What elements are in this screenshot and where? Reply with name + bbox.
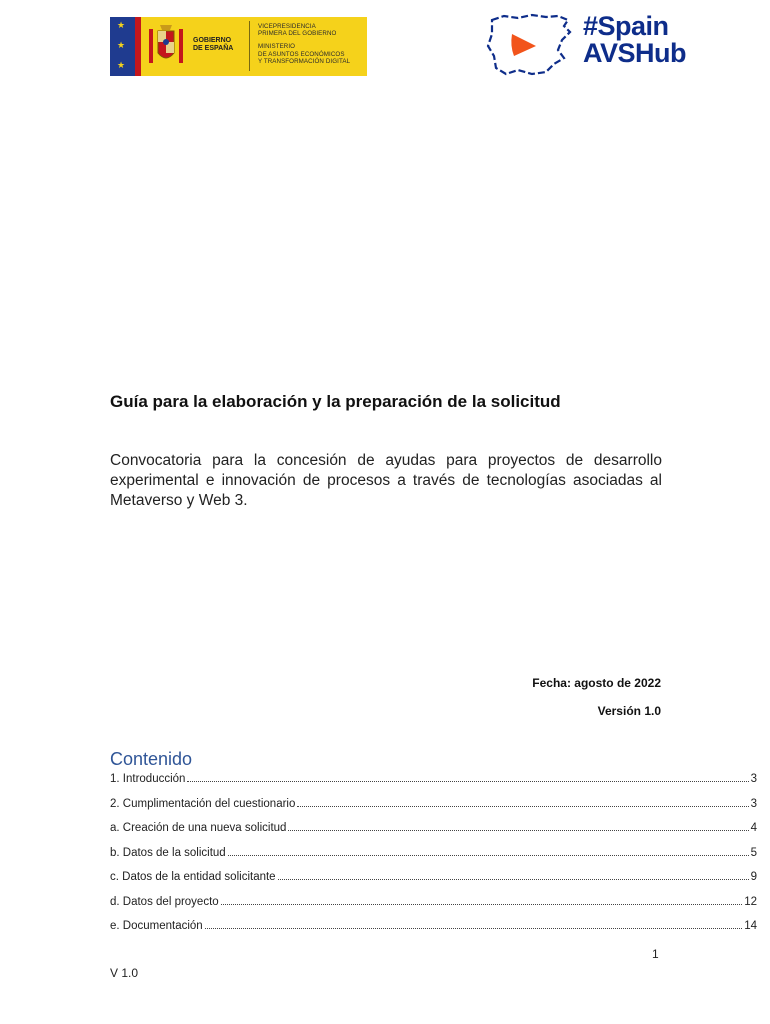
spain-map-play-icon: [484, 12, 579, 80]
toc-entry-page: 12: [744, 895, 757, 908]
toc-entry-label: 2. Cumplimentación del cuestionario: [110, 797, 296, 810]
toc-entry-label: d. Datos del proyecto: [110, 895, 219, 908]
footer-version: V 1.0: [110, 966, 139, 980]
document-date: Fecha: agosto de 2022: [532, 676, 661, 690]
toc-entry-label: b. Datos de la solicitud: [110, 846, 226, 859]
table-of-contents: [110, 773, 757, 945]
gobierno-de-espana-text: GOBIERNO DE ESPAÑA: [193, 37, 234, 52]
toc-entry-datos-proyecto[interactable]: [110, 896, 757, 921]
toc-leader-dots: [205, 928, 743, 929]
toc-leader-dots: [187, 781, 748, 782]
spain-avshub-logo: [484, 12, 709, 80]
toc-leader-dots: [297, 806, 748, 807]
government-logo: [110, 17, 367, 76]
document-subtitle: Convocatoria para la concesión de ayudas para proyectos de desarrollo experimental e innovación de procesos a través de tecnologías asociadas al Metaverso y Web 3.: [110, 452, 662, 509]
toc-entry-page: 4: [750, 822, 757, 834]
avshub-wordmark: #Spain AVSHub: [583, 11, 686, 68]
toc-entry-page: 5: [750, 846, 757, 859]
toc-entry-label: 1. Introducción: [110, 773, 186, 785]
toc-entry-page: 3: [750, 797, 757, 810]
toc-entry-datos-solicitud[interactable]: [110, 847, 757, 872]
toc-entry-documentacion[interactable]: [110, 920, 757, 945]
toc-leader-dots: [278, 879, 749, 880]
document-title: Guía para la elaboración y la preparación de la solicitud: [110, 392, 561, 411]
toc-entry-page: 14: [744, 920, 757, 932]
toc-leader-dots: [288, 830, 748, 831]
toc-entry-entidad-solicitante[interactable]: [110, 871, 757, 896]
toc-entry-nueva-solicitud[interactable]: [110, 822, 757, 847]
page-number: 1: [652, 947, 659, 961]
toc-heading: Contenido: [110, 749, 193, 769]
toc-entry-cumplimentacion[interactable]: [110, 798, 757, 823]
toc-entry-introduccion[interactable]: [110, 773, 757, 798]
toc-leader-dots: [221, 904, 743, 905]
eu-flag-icon: ★ ★ ★: [110, 17, 135, 76]
coat-of-arms-icon: [141, 17, 189, 76]
toc-entry-label: e. Documentación: [110, 920, 203, 932]
toc-entry-page: 9: [750, 871, 757, 883]
toc-entry-page: 3: [750, 773, 757, 785]
toc-leader-dots: [228, 855, 749, 856]
ministry-text: VICEPRESIDENCIA PRIMERA DEL GOBIERNO MINISTERIO DE ASUNTOS ECONÓMICOS Y TRANSFORMACIÓN DIGITAL: [258, 23, 351, 65]
toc-entry-label: c. Datos de la entidad solicitante: [110, 871, 276, 883]
toc-entry-label: a. Creación de una nueva solicitud: [110, 822, 287, 834]
document-version: Versión 1.0: [597, 704, 661, 718]
